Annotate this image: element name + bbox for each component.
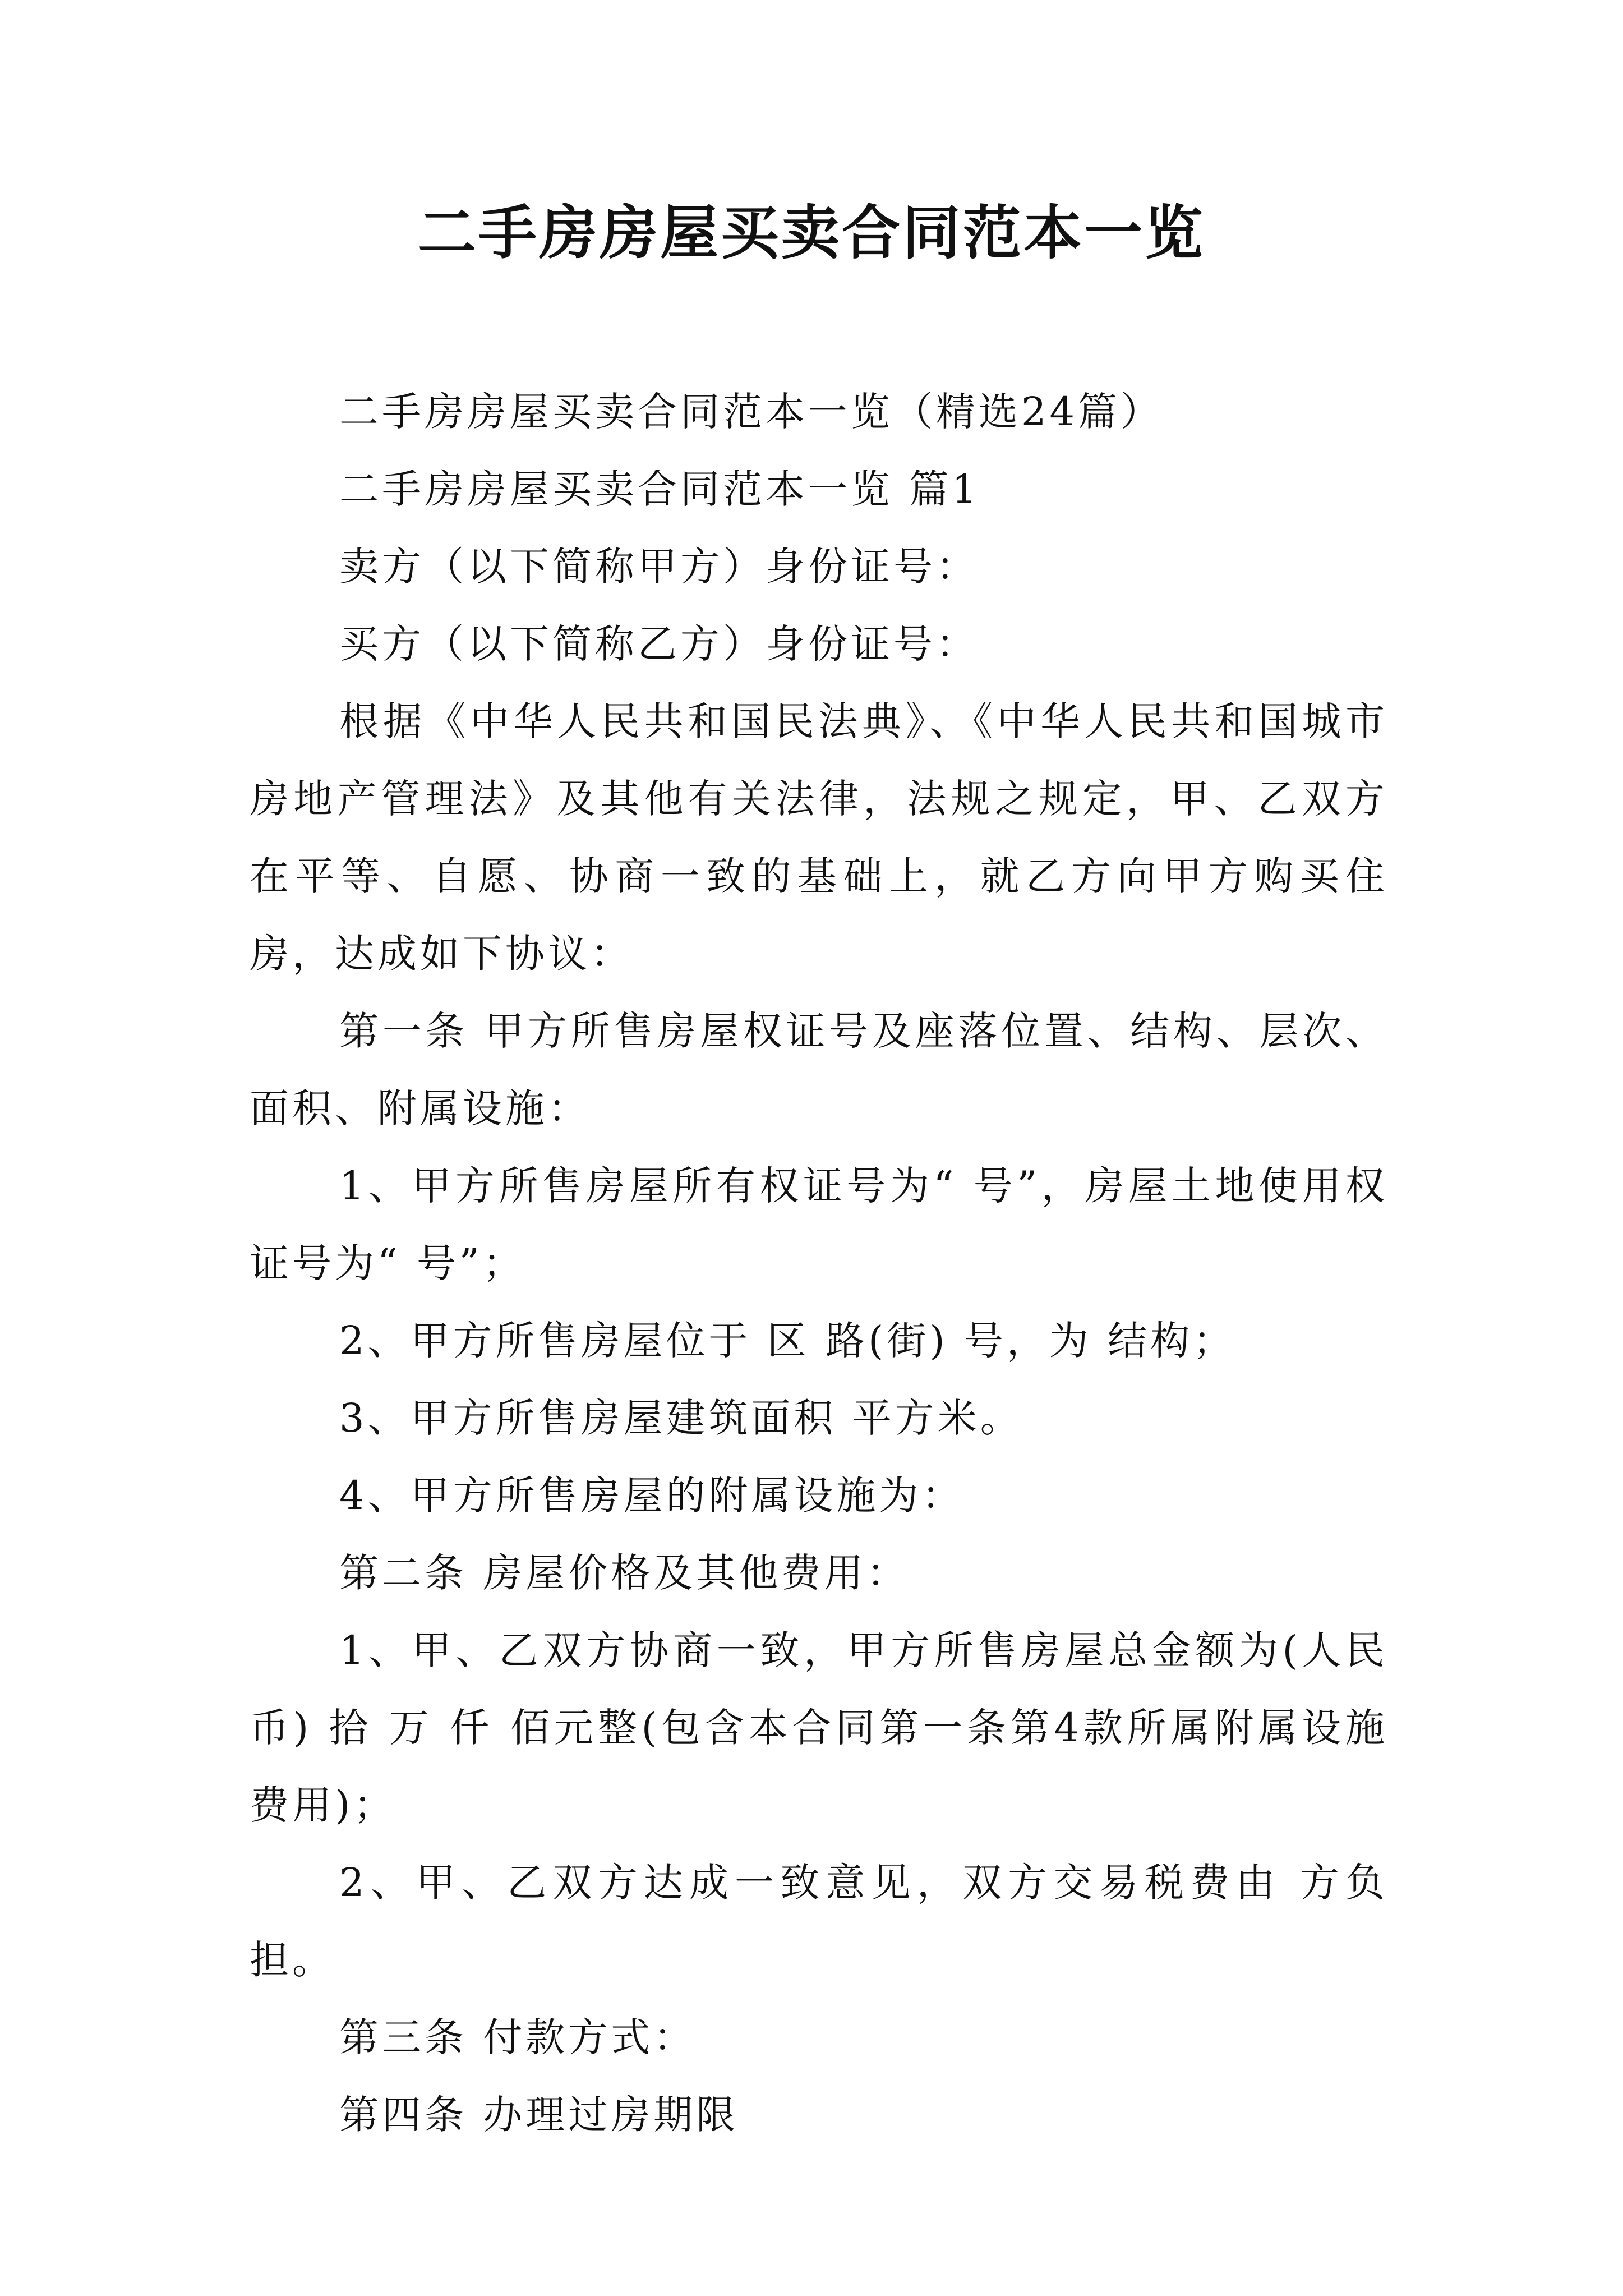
paragraph-seller: 卖方（以下简称甲方）身份证号： xyxy=(339,544,979,590)
paragraph-article-1: 第一条 甲方所售房屋权证号及座落位置、结构、层次、面积、附属设施： xyxy=(250,1008,1388,1131)
paragraph-article-2: 第二条 房屋价格及其他费用： xyxy=(339,1550,910,1596)
paragraph-article-1-item-3: 3、甲方所售房屋建筑面积 平方米。 xyxy=(339,1395,1023,1441)
paragraph-article-1-item-2: 2、甲方所售房屋位于 区 路(街) 号，为 结构； xyxy=(339,1318,1236,1364)
paragraph-buyer: 买方（以下简称乙方）身份证号： xyxy=(339,621,979,667)
paragraph-preamble: 根据《中华人民共和国民法典》、《中华人民共和国城市房地产管理法》及其他有关法律，法规之规定，甲、乙双方在平等、自愿、协商一致的基础上，就乙方向甲方购买住房，达成如下协议： xyxy=(250,698,1388,977)
paragraph-article-1-item-1: 1、甲方所售房屋所有权证号为“ 号”，房屋土地使用权证号为“ 号”； xyxy=(250,1163,1388,1286)
paragraph-article-4: 第四条 办理过房期限 xyxy=(339,2092,739,2138)
paragraph-article-3: 第三条 付款方式： xyxy=(339,2014,697,2060)
paragraph-subtitle: 二手房房屋买卖合同范本一览（精选24篇） xyxy=(339,389,1164,435)
paragraph-article-2-item-1: 1、甲、乙双方协商一致，甲方所售房屋总金额为(人民币) 拾 万 仟 佰元整(包含本合同第一条第4款所属附属设施费用)； xyxy=(250,1627,1388,1828)
paragraph-article-2-item-2: 2、甲、乙双方达成一致意见，双方交易税费由 方负担。 xyxy=(250,1860,1388,1983)
document-title: 二手房房屋买卖合同范本一览 xyxy=(417,198,1205,267)
paragraph-article-1-item-4: 4、甲方所售房屋的附属设施为： xyxy=(339,1473,965,1519)
document-body xyxy=(250,373,1388,2154)
paragraph-section-heading: 二手房房屋买卖合同范本一览 篇1 xyxy=(339,466,980,512)
